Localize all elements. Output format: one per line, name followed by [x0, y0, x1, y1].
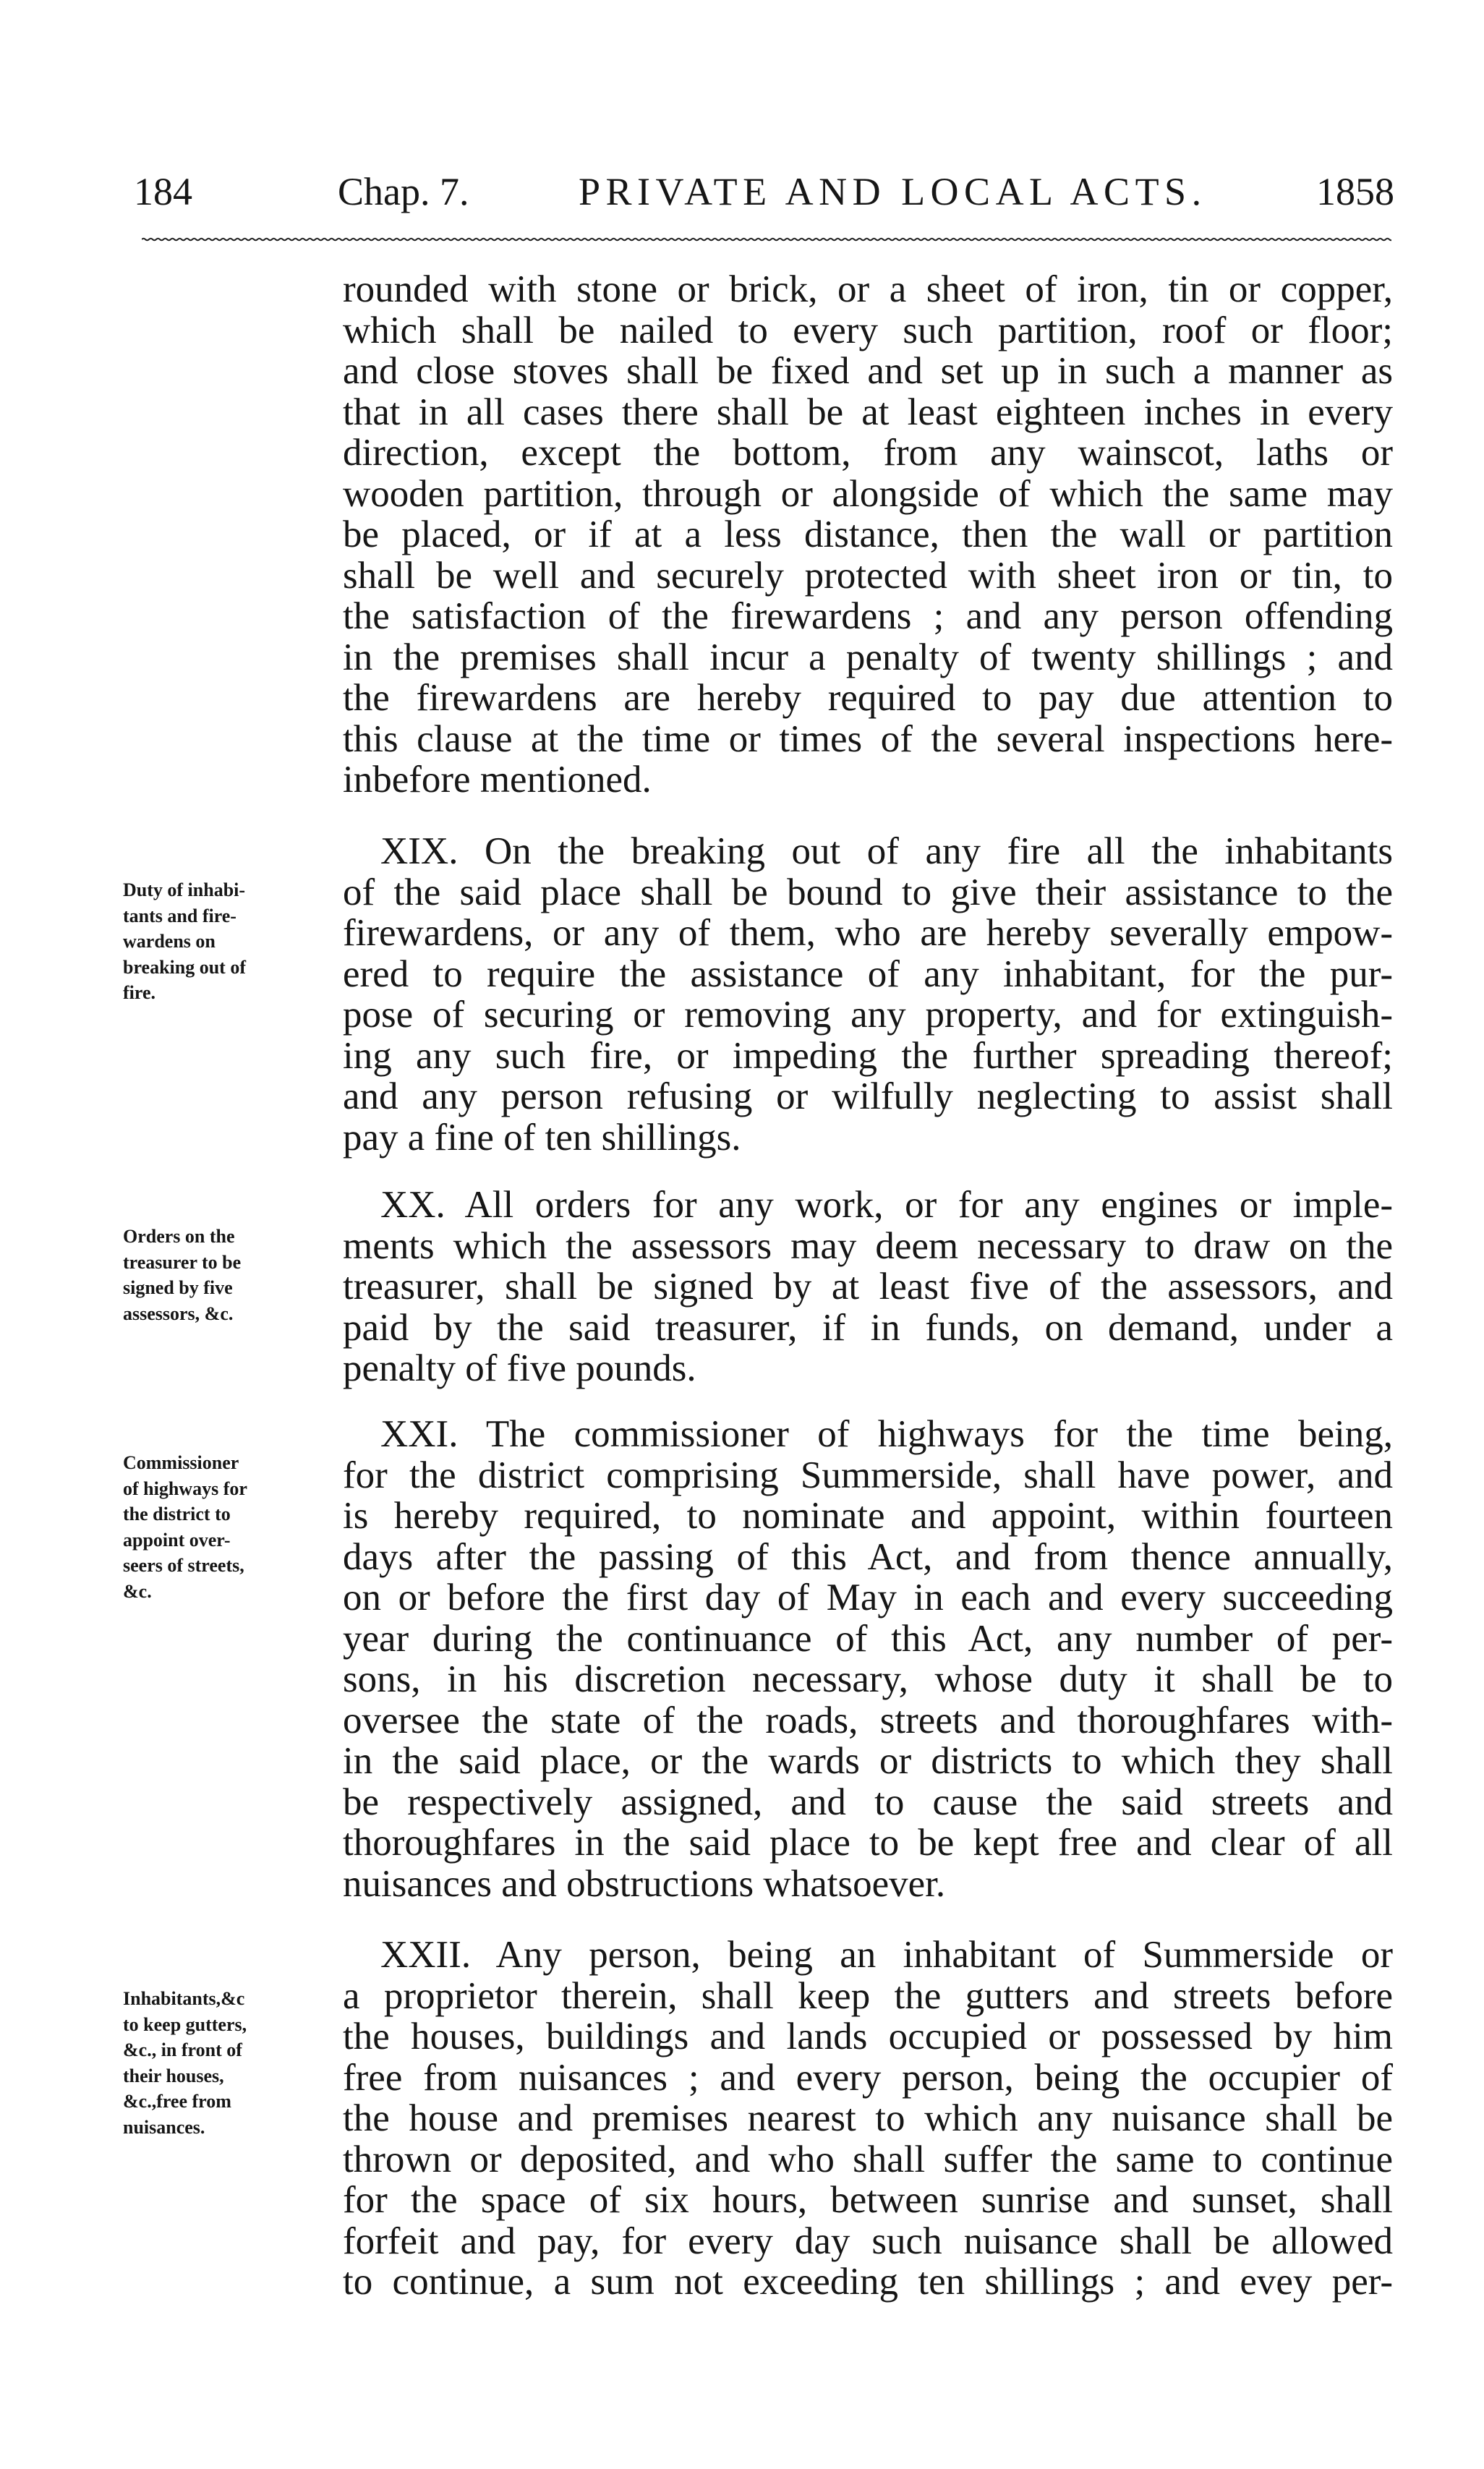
- margin-note-line: breaking out of: [123, 956, 246, 978]
- text-line: treasurer, shall be signed by at least five of the assessors, and: [343, 1266, 1393, 1308]
- text-line: XXI. The commissioner of highways for the time being,: [380, 1413, 1393, 1455]
- margin-note-line: nuisances.: [123, 2116, 205, 2138]
- text-line: paid by the said treasurer, if in funds, on demand, under a: [343, 1306, 1393, 1349]
- text-line: firewardens, or any of them, who are hereby severally empow-: [343, 912, 1393, 954]
- section-xix: [343, 831, 1393, 1158]
- text-line: be respectively assigned, and to cause the said streets and: [343, 1781, 1393, 1823]
- margin-note-xxi: [123, 1450, 325, 1604]
- text-line: in the premises shall incur a penalty of twenty shillings ; and: [343, 636, 1393, 678]
- section-xx: [343, 1185, 1393, 1389]
- paragraph-continued: [343, 269, 1393, 801]
- text-line: and any person refusing or wilfully neglecting to assist shall: [343, 1075, 1393, 1117]
- running-title: PRIVATE AND LOCAL ACTS.: [579, 170, 1207, 213]
- text-line: penalty of five pounds.: [343, 1347, 696, 1389]
- margin-note-line: tants and fire-: [123, 905, 236, 926]
- text-line: is hereby required, to nominate and appoint, within fourteen: [343, 1495, 1393, 1537]
- margin-note-line: Inhabitants,&c: [123, 1988, 245, 2009]
- margin-note-line: Orders on the: [123, 1226, 235, 1247]
- text-line: pay a fine of ten shillings.: [343, 1116, 741, 1159]
- margin-note-line: &c.,free from: [123, 2091, 231, 2112]
- text-line: a proprietor therein, shall keep the gutters and streets before: [343, 1974, 1393, 2017]
- text-line: nuisances and obstructions whatsoever.: [343, 1862, 946, 1905]
- text-line: of the said place shall be bound to give their assistance to the: [343, 871, 1393, 913]
- margin-note-line: signed by five: [123, 1277, 233, 1298]
- margin-note-xx: [123, 1224, 325, 1326]
- text-line: XIX. On the breaking out of any fire all the inhabitants: [380, 830, 1393, 872]
- text-line: to continue, a sum not exceeding ten shillings ; and evey per-: [343, 2261, 1393, 2303]
- text-line: thrown or deposited, and who shall suffer the same to continue: [343, 2138, 1393, 2180]
- margin-note-line: seers of streets,: [123, 1555, 244, 1576]
- text-line: in the said place, or the wards or districts to which they shall: [343, 1740, 1393, 1782]
- margin-note-line: of highways for: [123, 1477, 247, 1499]
- margin-note-line: their houses,: [123, 2065, 224, 2086]
- header-rule: [142, 236, 1391, 243]
- text-line: ing any such fire, or impeding the further spreading thereof;: [343, 1034, 1393, 1077]
- margin-note-line: assessors, &c.: [123, 1302, 234, 1324]
- chapter-label: Chap. 7.: [338, 170, 469, 213]
- text-line: thoroughfares in the said place to be kept free and clear of all: [343, 1822, 1393, 1864]
- text-line: the house and premises nearest to which any nuisance shall be: [343, 2097, 1393, 2139]
- text-line: sons, in his discretion necessary, whose duty it shall be to: [343, 1658, 1393, 1700]
- text-line: ered to require the assistance of any inhabitant, for the pur-: [343, 952, 1393, 995]
- text-line: ments which the assessors may deem necessary to draw on the: [343, 1224, 1393, 1267]
- margin-note-line: to keep gutters,: [123, 2013, 247, 2035]
- header-rule-line: [142, 239, 1391, 241]
- margin-note-line: Duty of inhabi-: [123, 879, 246, 900]
- text-line: wooden partition, through or alongside of which the same may: [343, 472, 1393, 515]
- text-line: inbefore mentioned.: [343, 759, 652, 801]
- section-xxii: [343, 1935, 1393, 2303]
- text-line: days after the passing of this Act, and from thence annually,: [343, 1535, 1393, 1578]
- margin-note-line: fire.: [123, 982, 155, 1003]
- text-line: free from nuisances ; and every person, being the occupier of: [343, 2056, 1393, 2099]
- text-line: the houses, buildings and lands occupied or possessed by him: [343, 2016, 1393, 2058]
- text-line: be placed, or if at a less distance, then the wall or partition: [343, 513, 1393, 555]
- text-line: for the space of six hours, between sunrise and sunset, shall: [343, 2179, 1393, 2221]
- text-line: that in all cases there shall be at least eighteen inches in every: [343, 391, 1393, 433]
- text-line: XX. All orders for any work, or for any engines or imple-: [380, 1184, 1393, 1226]
- margin-note-line: wardens on: [123, 931, 216, 952]
- margin-note-line: treasurer to be: [123, 1251, 242, 1273]
- page-number: 184: [134, 170, 192, 213]
- text-line: pose of securing or removing any property, and for extinguish-: [343, 994, 1393, 1036]
- text-line: and close stoves shall be fixed and set up in such a manner as: [343, 350, 1393, 392]
- text-line: XXII. Any person, being an inhabitant of Summerside or: [380, 1934, 1393, 1976]
- text-line: this clause at the time or times of the several inspections here-: [343, 717, 1393, 760]
- year-label: 1858: [1316, 170, 1394, 213]
- margin-note-line: &c., in front of: [123, 2039, 242, 2060]
- text-line: for the district comprising Summerside, shall have power, and: [343, 1454, 1393, 1496]
- text-line: the satisfaction of the firewardens ; and any person offending: [343, 595, 1393, 637]
- margin-note-xix: [123, 877, 325, 1006]
- text-line: on or before the first day of May in each and every succeeding: [343, 1577, 1393, 1619]
- section-xxi: [343, 1414, 1393, 1904]
- text-line: the firewardens are hereby required to pay due attention to: [343, 677, 1393, 719]
- margin-note-line: the district to: [123, 1504, 231, 1525]
- text-line: which shall be nailed to every such partition, roof or floor;: [343, 309, 1393, 351]
- margin-note-line: Commissioner: [123, 1452, 239, 1473]
- margin-note-line: appoint over-: [123, 1529, 231, 1551]
- text-line: forfeit and pay, for every day such nuisance shall be allowed: [343, 2219, 1393, 2262]
- margin-note-line: &c.: [123, 1580, 152, 1602]
- text-line: rounded with stone or brick, or a sheet of iron, tin or copper,: [343, 268, 1393, 310]
- margin-note-xxii: [123, 1986, 325, 2140]
- text-line: oversee the state of the roads, streets and thoroughfares with-: [343, 1699, 1393, 1741]
- text-line: direction, except the bottom, from any wainscot, laths or: [343, 432, 1393, 474]
- text-line: shall be well and securely protected with sheet iron or tin, to: [343, 554, 1393, 597]
- text-line: year during the continuance of this Act, any number of per-: [343, 1617, 1393, 1660]
